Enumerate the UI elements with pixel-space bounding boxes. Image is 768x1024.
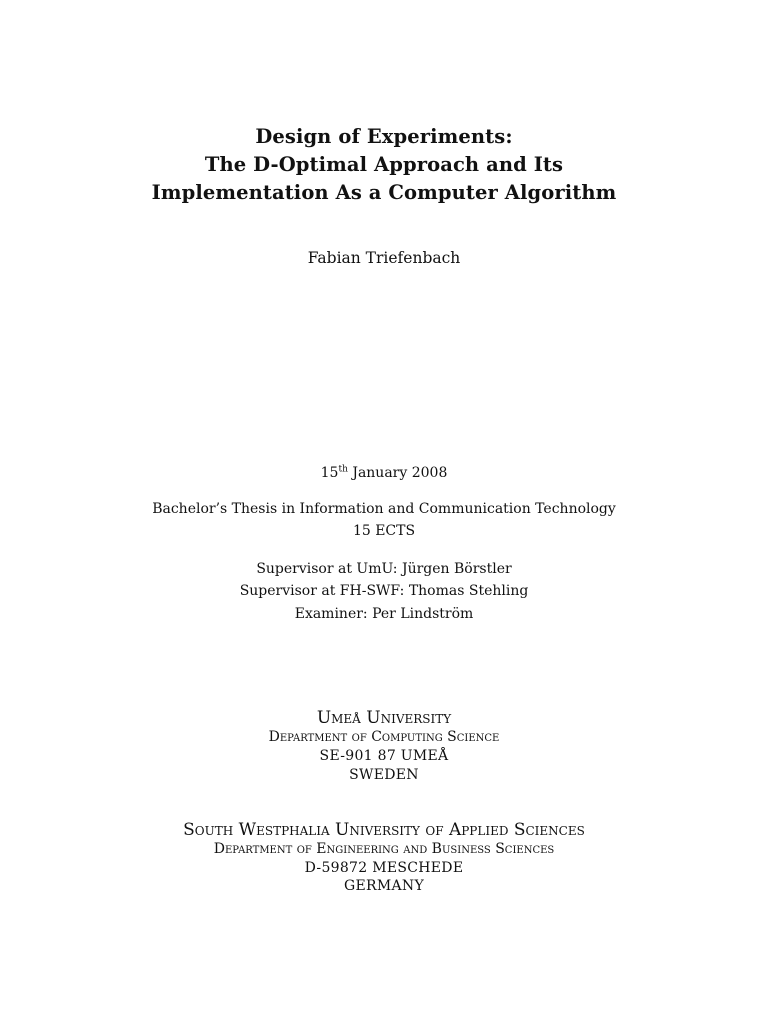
date-day: 15	[320, 465, 339, 481]
university-1-country: SWEDEN	[349, 767, 419, 783]
date-rest: January 2008	[352, 465, 448, 481]
date	[0, 465, 768, 481]
university-1-name: Umeå University	[316, 708, 452, 728]
university-2-department: Department of Engineering and Business Sciences	[213, 841, 555, 857]
date-suffix: th	[338, 464, 348, 475]
supervisor-umu: Supervisor at UmU: Jürgen Börstler	[256, 561, 512, 577]
title-line-3: Implementation As a Computer Algorithm	[151, 181, 617, 204]
university-1-address: SE-901 87 UMEÅ	[319, 748, 449, 764]
university-2-country: GERMANY	[344, 878, 424, 894]
thesis-type: Bachelor’s Thesis in Information and Communication Technology	[152, 501, 616, 517]
university-2-address: D-59872 MESCHEDE	[304, 860, 464, 876]
author-name: Fabian Triefenbach	[307, 249, 461, 267]
title-line-1: Design of Experiments:	[255, 125, 513, 148]
examiner: Examiner: Per Lindström	[294, 606, 474, 622]
supervisor-fhswf: Supervisor at FH-SWF: Thomas Stehling	[239, 583, 529, 599]
title-line-2: The D-Optimal Approach and Its	[204, 153, 564, 176]
thesis-credits: 15 ECTS	[352, 523, 416, 539]
university-2-name: South Westphalia University of Applied Sciences	[183, 820, 585, 840]
university-1-department: Department of Computing Science	[268, 729, 500, 745]
